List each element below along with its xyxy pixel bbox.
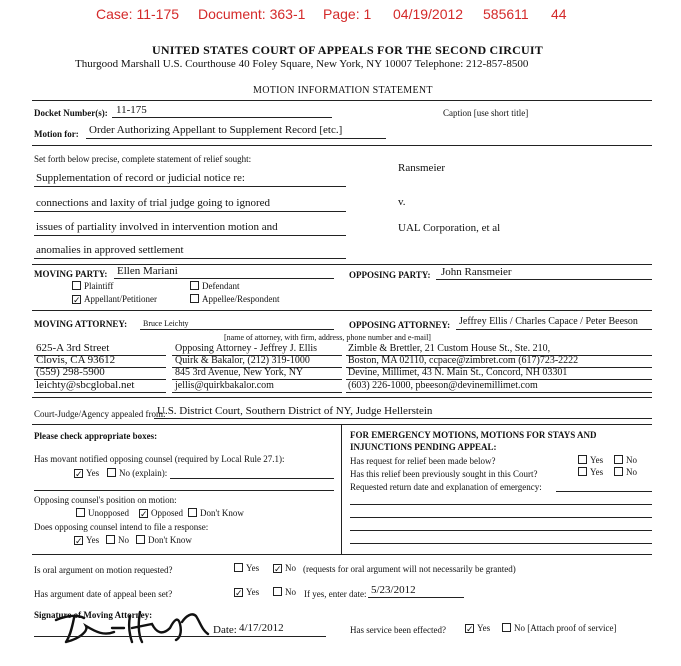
form-title: MOTION INFORMATION STATEMENT — [253, 85, 433, 96]
respond-yes-checkbox[interactable]: ✓ — [75, 536, 83, 546]
option-appellant[interactable]: ✓ Appellant/Petitioner — [73, 294, 157, 305]
argument-date-no[interactable]: No — [273, 587, 296, 597]
notified-no[interactable]: No (explain): — [107, 468, 167, 478]
opposing-contact-6: Boston, MA 02110, ccpace@zimbret.com (617)723-2222 — [348, 355, 579, 366]
oral-no-checkbox[interactable]: ✓ — [274, 564, 282, 574]
court-appealed-value: U.S. District Court, Southern District of NY, Judge Hellerstein — [157, 405, 433, 417]
caption-label: Caption [use short title] — [443, 108, 529, 118]
argument-date-yes-checkbox[interactable]: ✓ — [235, 588, 243, 598]
position-dont-know-checkbox[interactable] — [188, 508, 197, 517]
service-no[interactable]: No [Attach proof of service] — [502, 623, 616, 633]
notified-yes[interactable]: ✓ Yes — [75, 468, 100, 479]
relief-line-3: issues of partiality involved in intervention motion and — [36, 221, 278, 233]
position-opposed[interactable]: ✓ Opposed — [140, 508, 183, 519]
emergency-q3: Requested return date and explanation of emergency: — [350, 482, 542, 492]
opposing-contact-7: Devine, Millimet, 43 N. Main St., Concord, NH 03301 — [348, 367, 568, 378]
appellant-checkbox[interactable]: ✓ — [73, 295, 81, 305]
oral-yes-checkbox[interactable] — [234, 563, 243, 572]
service-yes[interactable]: ✓ Yes — [466, 623, 491, 634]
motion-for-label: Motion for: — [34, 129, 79, 139]
motion-for-value: Order Authorizing Appellant to Supplement Record [etc.] — [89, 124, 343, 136]
boxes-heading: Please check appropriate boxes: — [34, 431, 158, 441]
moving-contact-1: 625-A 3rd Street — [36, 342, 110, 354]
top-rule — [32, 100, 652, 101]
position-label: Opposing counsel's position on motion: — [34, 495, 177, 505]
argument-date-no-checkbox[interactable] — [273, 587, 282, 596]
respond-dont-know-checkbox[interactable] — [136, 535, 145, 544]
emergency-q2-no[interactable]: No — [614, 467, 637, 477]
service-no-checkbox[interactable] — [502, 623, 511, 632]
relief-label: Set forth below precise, complete statement of relief sought: — [34, 154, 252, 164]
notified-yes-checkbox[interactable]: ✓ — [75, 469, 83, 479]
opposing-attorney-label: OPPOSING ATTORNEY: — [349, 320, 451, 330]
emergency-heading-1: FOR EMERGENCY MOTIONS, MOTIONS FOR STAYS AND — [350, 430, 597, 440]
moving-contact-2: Clovis, CA 93612 — [36, 354, 116, 366]
docket-value: 11-175 — [116, 104, 147, 116]
filing-id: 585611 — [483, 6, 529, 22]
emergency-q1-yes[interactable]: Yes — [578, 455, 603, 465]
argument-date-if-yes: If yes, enter date: — [304, 589, 367, 599]
argument-date-label: Has argument date of appeal been set? — [34, 589, 173, 599]
caption-v: v. — [398, 196, 406, 208]
emergency-q1-yes-checkbox[interactable] — [578, 455, 587, 464]
moving-contact-3: (559) 298-5900 — [36, 366, 105, 378]
position-unopposed[interactable]: Unopposed — [76, 508, 129, 518]
defendant-checkbox[interactable] — [190, 281, 199, 290]
court-address: Thurgood Marshall U.S. Courthouse 40 Foley Square, New York, NY 10007 Telephone: 212-857-8500 — [75, 58, 529, 70]
signature-date-value: 4/17/2012 — [239, 622, 284, 634]
court-appealed-label: Court-Judge/Agency appealed from: — [34, 409, 166, 419]
notified-label: Has movant notified opposing counsel (required by Local Rule 27.1): — [34, 454, 285, 464]
unopposed-checkbox[interactable] — [76, 508, 85, 517]
option-plaintiff[interactable]: Plaintiff — [72, 281, 113, 291]
moving-attorney-value: Bruce Leichty — [143, 319, 189, 328]
opposing-attorney-value: Jeffrey Ellis / Charles Capace / Peter Beeson — [459, 316, 638, 327]
argument-date-value: 5/23/2012 — [371, 584, 416, 596]
respond-label: Does opposing counsel intend to file a response: — [34, 522, 209, 532]
relief-line-4: anomalies in approved settlement — [36, 244, 184, 256]
oral-yes[interactable]: Yes — [234, 563, 259, 573]
oral-label: Is oral argument on motion requested? — [34, 565, 173, 575]
filing-document: Document: 363-1 — [198, 6, 306, 22]
opposing-contact-8: (603) 226-1000, pbeeson@devinemillimet.com — [348, 380, 538, 391]
signature-mark — [52, 598, 222, 648]
opposing-contact-3: 845 3rd Avenue, New York, NY — [175, 367, 304, 378]
emergency-q2-no-checkbox[interactable] — [614, 467, 623, 476]
relief-line-1: Supplementation of record or judicial notice re: — [36, 172, 245, 184]
opposing-contact-4: jellis@quirkbakalor.com — [175, 380, 274, 391]
opposing-contact-2: Quirk & Bakalor, (212) 319-1000 — [175, 355, 310, 366]
option-appellee[interactable]: Appellee/Respondent — [190, 294, 279, 304]
moving-attorney-label: MOVING ATTORNEY: — [34, 319, 128, 329]
emergency-q1-no-checkbox[interactable] — [614, 455, 623, 464]
court-name: UNITED STATES COURT OF APPEALS FOR THE SECOND CIRCUIT — [152, 43, 543, 57]
option-defendant[interactable]: Defendant — [190, 281, 239, 291]
filing-pages: 44 — [551, 6, 567, 22]
service-yes-checkbox[interactable]: ✓ — [466, 624, 474, 634]
moving-party-value: Ellen Mariani — [117, 265, 178, 277]
service-label: Has service been effected? — [350, 625, 447, 635]
oral-note: (requests for oral argument will not necessarily be granted) — [303, 564, 516, 574]
moving-party-label: MOVING PARTY: — [34, 269, 108, 279]
plaintiff-checkbox[interactable] — [72, 281, 81, 290]
argument-date-yes[interactable]: ✓ Yes — [235, 587, 260, 598]
signature-label: Signature of Moving Attorney: — [34, 610, 153, 620]
filing-date: 04/19/2012 — [393, 6, 464, 22]
filing-case: Case: 11-175 — [96, 6, 180, 22]
moving-contact-4: leichty@sbcglobal.net — [36, 379, 135, 391]
emergency-q1: Has request for relief been made below? — [350, 456, 496, 466]
docket-label: Docket Number(s): — [34, 108, 108, 118]
opposing-party-label: OPPOSING PARTY: — [349, 270, 431, 280]
attorney-note: [name of attorney, with firm, address, phone number and e-mail] — [224, 333, 431, 342]
emergency-heading-2: INJUNCTIONS PENDING APPEAL: — [350, 442, 497, 452]
caption-defendant: UAL Corporation, et al — [398, 222, 501, 234]
respond-no[interactable]: No — [106, 535, 129, 545]
filing-page: Page: 1 — [323, 6, 372, 22]
opposing-contact-5: Zimble & Brettler, 21 Custom House St., Ste. 210, — [348, 343, 551, 354]
opposing-party-value: John Ransmeier — [441, 266, 512, 278]
opposed-checkbox[interactable]: ✓ — [140, 509, 148, 519]
signature-date-label: Date: — [213, 624, 237, 636]
emergency-q2-yes-checkbox[interactable] — [578, 467, 587, 476]
opposing-contact-1: Opposing Attorney - Jeffrey J. Ellis — [175, 343, 318, 354]
respond-no-checkbox[interactable] — [106, 535, 115, 544]
relief-line-2: connections and laxity of trial judge going to ignored — [36, 197, 271, 209]
emergency-q2-yes[interactable]: Yes — [578, 467, 603, 477]
caption-plaintiff: Ransmeier — [398, 162, 446, 174]
position-dont-know[interactable]: Don't Know — [188, 508, 244, 518]
respond-dont-know[interactable]: Don't Know — [136, 535, 192, 545]
emergency-q1-no[interactable]: No — [614, 455, 637, 465]
notified-no-checkbox[interactable] — [107, 468, 116, 477]
appellee-checkbox[interactable] — [190, 294, 199, 303]
emergency-q2: Has this relief been previously sought in this Court? — [350, 469, 538, 479]
oral-no[interactable]: ✓ No — [274, 563, 296, 574]
respond-yes[interactable]: ✓ Yes — [75, 535, 100, 546]
